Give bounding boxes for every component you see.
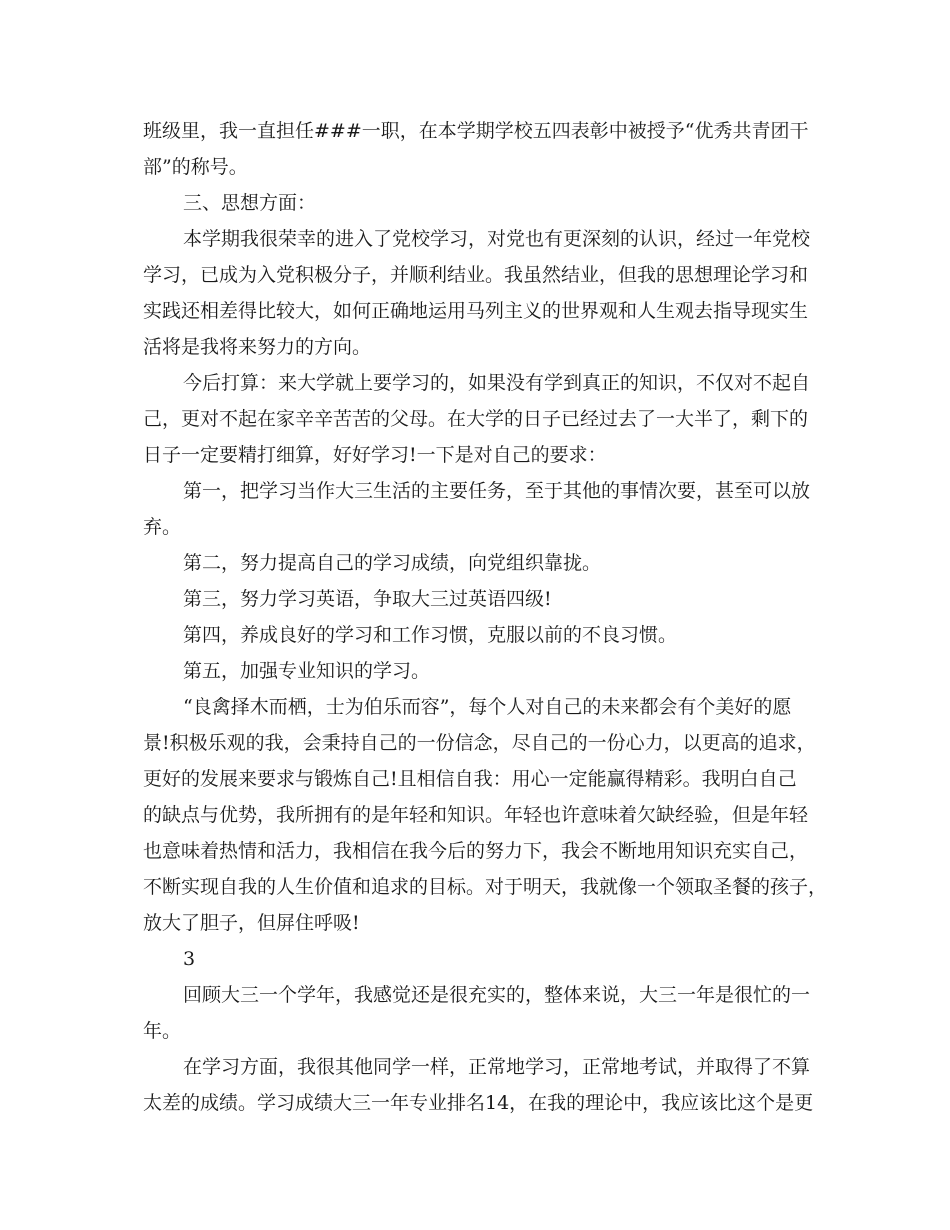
text-line: 回顾大三一个学年，我感觉还是很充实的，整体来说，大三一年是很忙的一	[183, 984, 811, 1006]
text-line: 弃。	[143, 516, 182, 538]
text-line: 学习，已成为入党积极分子，并顺利结业。我虽然结业，但我的思想理论学习和	[143, 264, 809, 286]
text-line: 太差的成绩。学习成绩大三一年专业排名14，在我的理论中，我应该比这个是更	[143, 1092, 814, 1114]
text-line: “良禽择木而栖，士为伯乐而容”，每个人对自己的未来都会有个美好的愿	[183, 696, 792, 718]
text-line: 放大了胆子，但屏住呼吸!	[143, 912, 360, 934]
text-line: 部”的称号。	[143, 156, 248, 178]
text-line: 第四，养成良好的学习和工作习惯，克服以前的不良习惯。	[183, 624, 678, 646]
text-line: 今后打算：来大学就上要学习的，如果没有学到真正的知识，不仅对不起自	[183, 372, 811, 394]
text-line: 日子一定要精打细算，好好学习!一下是对自己的要求：	[143, 444, 607, 466]
text-line: 活将是我将来努力的方向。	[143, 336, 372, 358]
text-line: 实践还相差得比较大，如何正确地运用马列主义的世界观和人生观去指导现实生	[143, 300, 809, 322]
document-body	[143, 113, 828, 1121]
text-line: 班级里，我一直担任###一职，在本学期学校五四表彰中被授予“优秀共青团干	[143, 120, 809, 142]
text-line: 在学习方面，我很其他同学一样，正常地学习，正常地考试，并取得了不算	[183, 1056, 811, 1078]
text-line: 景!积极乐观的我，会秉持自己的一份信念，尽自己的一份心力，以更高的追求，	[143, 732, 816, 754]
text-line: 己，更对不起在家辛辛苦苦的父母。在大学的日子已经过去了一大半了，剩下的	[143, 408, 809, 430]
section-heading: 三、思想方面：	[183, 192, 317, 214]
text-line: 本学期我很荣幸的进入了党校学习，对党也有更深刻的认识，经过一年党校	[183, 228, 811, 250]
text-line: 第二，努力提高自己的学习成绩，向党组织靠拢。	[183, 552, 602, 574]
text-line: 的缺点与优势，我所拥有的是年轻和知识。年轻也许意味着欠缺经验，但是年轻	[143, 804, 809, 826]
text-line: 也意味着热情和活力，我相信在我今后的努力下，我会不断地用知识充实自己，	[143, 840, 809, 862]
text-line: 第一，把学习当作大三生活的主要任务，至于其他的事情次要，甚至可以放	[183, 480, 811, 502]
section-number: 3	[183, 948, 196, 970]
text-line: 第五，加强专业知识的学习。	[183, 660, 431, 682]
text-line: 更好的发展来要求与锻炼自己!且相信自我：用心一定能赢得精彩。我明白自己	[143, 768, 797, 790]
text-line: 不断实现自我的人生价值和追求的目标。对于明天，我就像一个领取圣餐的孩子，	[143, 876, 828, 898]
text-line: 第三，努力学习英语，争取大三过英语四级!	[183, 588, 552, 610]
text-line: 年。	[143, 1020, 182, 1042]
